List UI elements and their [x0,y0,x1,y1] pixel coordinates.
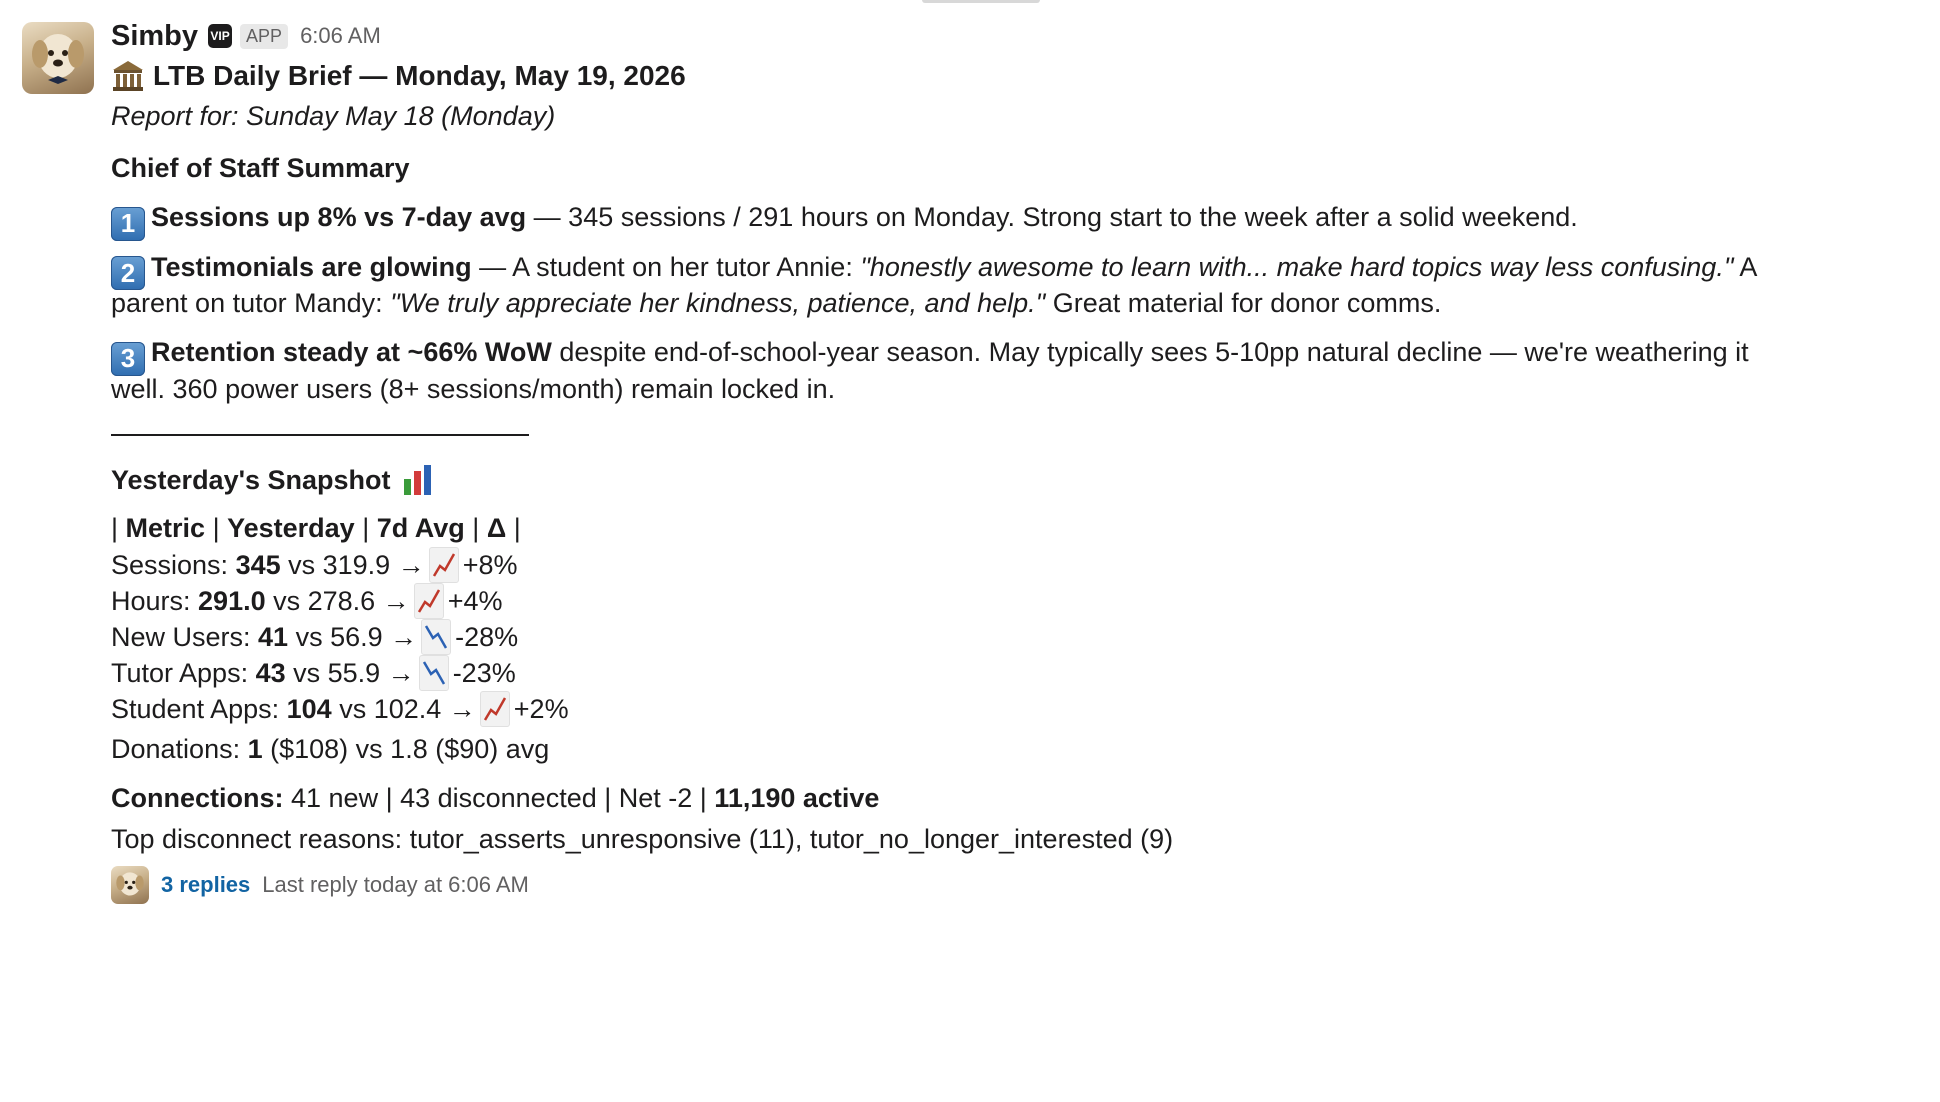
connections-text: 41 new | 43 disconnected | Net -2 | [283,782,715,813]
donations-rest: ($108) vs 1.8 ($90) avg [262,733,550,764]
metric-label: Sessions: [111,549,236,580]
chart-decreasing-icon [421,619,451,655]
metric-yesterday: 43 [255,657,286,688]
connections-label: Connections: [111,782,284,813]
metric-delta: -28% [455,621,519,652]
table-pipe: | [472,512,480,543]
chart-increasing-icon [414,583,444,619]
chart-decreasing-icon [419,655,449,691]
message-header [111,18,1911,54]
donations-row [111,727,1911,771]
metric-avg: vs 319.9 → [280,549,425,580]
metric-delta: +4% [447,585,503,616]
table-pipe: | [111,512,119,543]
metric-label: Hours: [111,585,199,616]
metric-avg: vs 102.4 → [331,693,476,724]
metric-yesterday: 104 [286,693,332,724]
metric-yesterday: 291.0 [198,585,266,616]
metric-label: New Users: [111,621,259,652]
col-delta: Δ [486,512,507,543]
scroll-indicator [922,0,1040,3]
table-pipe: | [513,512,521,543]
metric-avg: vs 55.9 → [285,657,415,688]
col-7d-avg: 7d Avg [376,512,465,543]
keycap-two-icon: 2 [111,256,145,290]
summary-item-1 [111,195,1911,241]
connections-row [111,779,1911,817]
metric-row [111,655,1911,691]
avatar[interactable] [22,22,94,94]
metric-label: Student Apps: [111,693,287,724]
table-pipe: | [212,512,220,543]
donations-count: 1 [247,733,263,764]
summary-item-1-text: — 345 sessions / 291 hours on Monday. Strong start to the week after a solid weekend. [526,202,1578,232]
metric-delta: +2% [513,693,569,724]
report-for: Report for: Sunday May 18 (Monday) [111,101,556,131]
last-reply-time: Last reply today at 6:06 AM [262,871,529,897]
summary-item-2-line2-end: Great material for donor comms. [1045,288,1442,318]
metric-avg: vs 278.6 → [265,585,410,616]
snapshot-heading-text: Yesterday's Snapshot [111,464,391,495]
summary-item-1-title: Sessions up 8% vs 7-day avg [151,202,527,232]
metric-delta: -23% [452,657,516,688]
dog-avatar-icon [22,22,94,94]
testimonial-quote-annie: "honestly awesome to learn with... make hard topics way less confusing." [860,251,1734,282]
summary-item-3-line2: well. 360 power users (8+ sessions/month) remain locked in. [111,373,836,404]
brief-title-text: LTB Daily Brief — Monday, May 19, 2026 [153,60,686,91]
app-badge: APP [240,24,288,49]
col-yesterday: Yesterday [227,512,355,543]
metric-yesterday: 345 [235,549,281,580]
metric-row [111,583,1911,619]
metric-label: Tutor Apps: [111,657,256,688]
summary-item-3 [111,330,1911,412]
replies-link[interactable]: 3 replies [161,871,251,897]
classical-building-icon [111,59,145,93]
vip-badge: VIP [208,24,232,48]
chart-increasing-icon [429,547,459,583]
metric-delta: +8% [462,549,518,580]
thread-replies[interactable] [111,863,1911,907]
summary-item-2 [111,245,1911,327]
summary-item-2-text: — A student on her tutor Annie: [471,251,861,282]
connections-active: 11,190 active [714,782,880,813]
summary-item-2-title: Testimonials are glowing [151,251,472,282]
snapshot-heading [111,458,1911,503]
divider [111,434,529,436]
sender-name[interactable]: Simby [111,19,199,52]
brief-title [111,54,1911,98]
summary-item-3-title: Retention steady at ~66% WoW [151,337,552,367]
reply-avatar [111,866,149,904]
metrics-table-header [111,509,1911,547]
bar-chart-icon [404,463,434,495]
metric-avg: vs 56.9 → [288,621,418,652]
metric-row [111,547,1911,583]
col-metric: Metric [125,512,206,543]
message-timestamp[interactable]: 6:06 AM [300,23,381,48]
message-content [111,18,1911,907]
testimonial-quote-mandy: "We truly appreciate her kindness, patience, and help." [390,288,1046,318]
donations-label: Donations: [111,733,248,764]
table-pipe: | [362,512,370,543]
metric-row [111,691,1911,727]
metrics-list [111,547,1911,727]
summary-item-3-text: despite end-of-school-year season. May typically sees 5-10pp natural decline — we're weathering it [551,337,1749,367]
metric-yesterday: 41 [258,621,289,652]
metric-row [111,619,1911,655]
dog-avatar-icon [111,866,149,904]
keycap-three-icon: 3 [111,342,145,376]
summary-heading: Chief of Staff Summary [111,153,410,183]
keycap-one-icon: 1 [111,207,145,241]
summary-item-2-line2: parent on tutor Mandy: [111,288,391,318]
chart-increasing-icon [480,691,510,727]
disconnect-reasons: Top disconnect reasons: tutor_asserts_unresponsive (11), tutor_no_longer_interested (9) [111,823,1174,854]
summary-item-2-text-cont: A [1733,251,1758,282]
